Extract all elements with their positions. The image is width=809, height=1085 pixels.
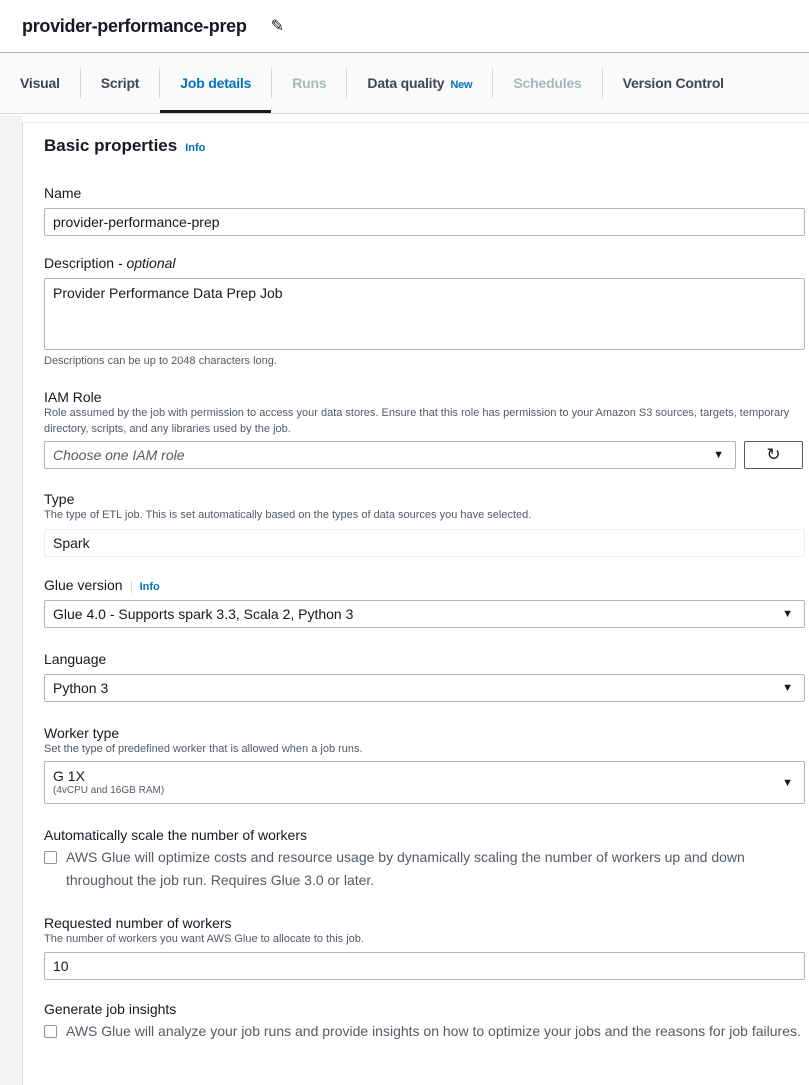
basic-properties-panel bbox=[22, 122, 809, 1085]
iam-role-placeholder: Choose one IAM role bbox=[53, 447, 185, 463]
tab-label: Schedules bbox=[513, 75, 582, 91]
type-label: Type bbox=[44, 491, 75, 507]
caret-down-icon: ▼ bbox=[713, 449, 724, 461]
tab-version-control[interactable] bbox=[603, 68, 744, 98]
left-gutter bbox=[0, 115, 22, 1085]
tab-script[interactable] bbox=[81, 68, 160, 98]
workers-label: Requested number of workers bbox=[44, 915, 232, 931]
insights-checkbox[interactable] bbox=[44, 1025, 57, 1038]
refresh-icon: ↻ bbox=[766, 445, 781, 464]
caret-down-icon: ▼ bbox=[782, 682, 793, 694]
tab-label: Version Control bbox=[622, 75, 724, 91]
tab-job-details[interactable] bbox=[160, 68, 272, 98]
insights-text: AWS Glue will analyze your job runs and provide insights on how to optimize your jobs and the reasons for job failures. bbox=[66, 1023, 801, 1039]
glue-version-select[interactable]: Glue 4.0 - Supports spark 3.3, Scala 2, Python 3 ▼ bbox=[44, 600, 805, 628]
refresh-button[interactable] bbox=[744, 441, 803, 469]
pencil-icon[interactable]: ✎ bbox=[270, 18, 284, 35]
section-title: Basic properties bbox=[44, 136, 178, 155]
caret-down-icon: ▼ bbox=[782, 776, 793, 789]
description-textarea[interactable] bbox=[44, 278, 805, 350]
job-title: provider-performance-prep bbox=[22, 15, 247, 36]
autoscale-label: Automatically scale the number of workers bbox=[44, 827, 307, 843]
worker-type-label: Worker type bbox=[44, 725, 120, 741]
insights-label: Generate job insights bbox=[44, 1001, 177, 1017]
language-select[interactable]: Python 3 ▼ bbox=[44, 674, 805, 702]
type-value: Spark bbox=[44, 529, 805, 557]
caret-down-icon: ▼ bbox=[782, 608, 793, 620]
name-input[interactable] bbox=[44, 208, 805, 236]
autoscale-text: AWS Glue will optimize costs and resource usage by dynamically scaling the number of workers up and down throughout the job run. Requires Glue 3.0 or later. bbox=[66, 849, 745, 888]
tab-label: Visual bbox=[20, 75, 60, 91]
iam-role-desc: Role assumed by the job with permission to access your data stores. Ensure that this role has permission to your Amazon S3 sources, targets, temporary directory, scripts, and any libraries used by the job. bbox=[44, 407, 790, 435]
tab-label: Runs bbox=[292, 75, 327, 91]
description-label: Description - optional bbox=[44, 255, 176, 271]
worker-type-sub: (4vCPU and 16GB RAM) bbox=[53, 785, 165, 796]
glue-version-label: Glue version Info bbox=[44, 577, 160, 593]
worker-type-select[interactable] bbox=[44, 761, 805, 804]
tab-bar bbox=[0, 53, 809, 114]
worker-type-desc: Set the type of predefined worker that is allowed when a job runs. bbox=[44, 743, 363, 755]
tab-runs[interactable] bbox=[272, 68, 347, 98]
worker-type-value: G 1X bbox=[53, 768, 85, 784]
page-header bbox=[0, 0, 809, 53]
type-desc: The type of ETL job. This is set automatically based on the types of data sources you have selected. bbox=[44, 509, 532, 521]
description-value: Provider Performance Data Prep Job bbox=[53, 285, 283, 301]
tab-label: Data quality bbox=[367, 75, 445, 91]
iam-role-label: IAM Role bbox=[44, 389, 102, 405]
workers-input[interactable]: 10 bbox=[44, 952, 805, 980]
info-link[interactable]: Info bbox=[185, 142, 206, 154]
tab-visual[interactable] bbox=[0, 68, 81, 98]
tab-data-quality[interactable] bbox=[347, 68, 493, 98]
name-value: provider-performance-prep bbox=[53, 214, 220, 230]
description-hint: Descriptions can be up to 2048 characters long. bbox=[44, 355, 277, 367]
new-badge: New bbox=[450, 79, 473, 91]
info-link[interactable]: Info bbox=[131, 581, 160, 593]
tab-label: Script bbox=[100, 75, 140, 91]
language-label: Language bbox=[44, 651, 107, 667]
workers-desc: The number of workers you want AWS Glue to allocate to this job. bbox=[44, 933, 364, 945]
name-label: Name bbox=[44, 185, 82, 201]
tab-label: Job details bbox=[180, 75, 252, 91]
iam-role-select[interactable] bbox=[44, 441, 736, 469]
autoscale-checkbox[interactable] bbox=[44, 851, 57, 864]
tab-schedules[interactable] bbox=[493, 68, 602, 98]
